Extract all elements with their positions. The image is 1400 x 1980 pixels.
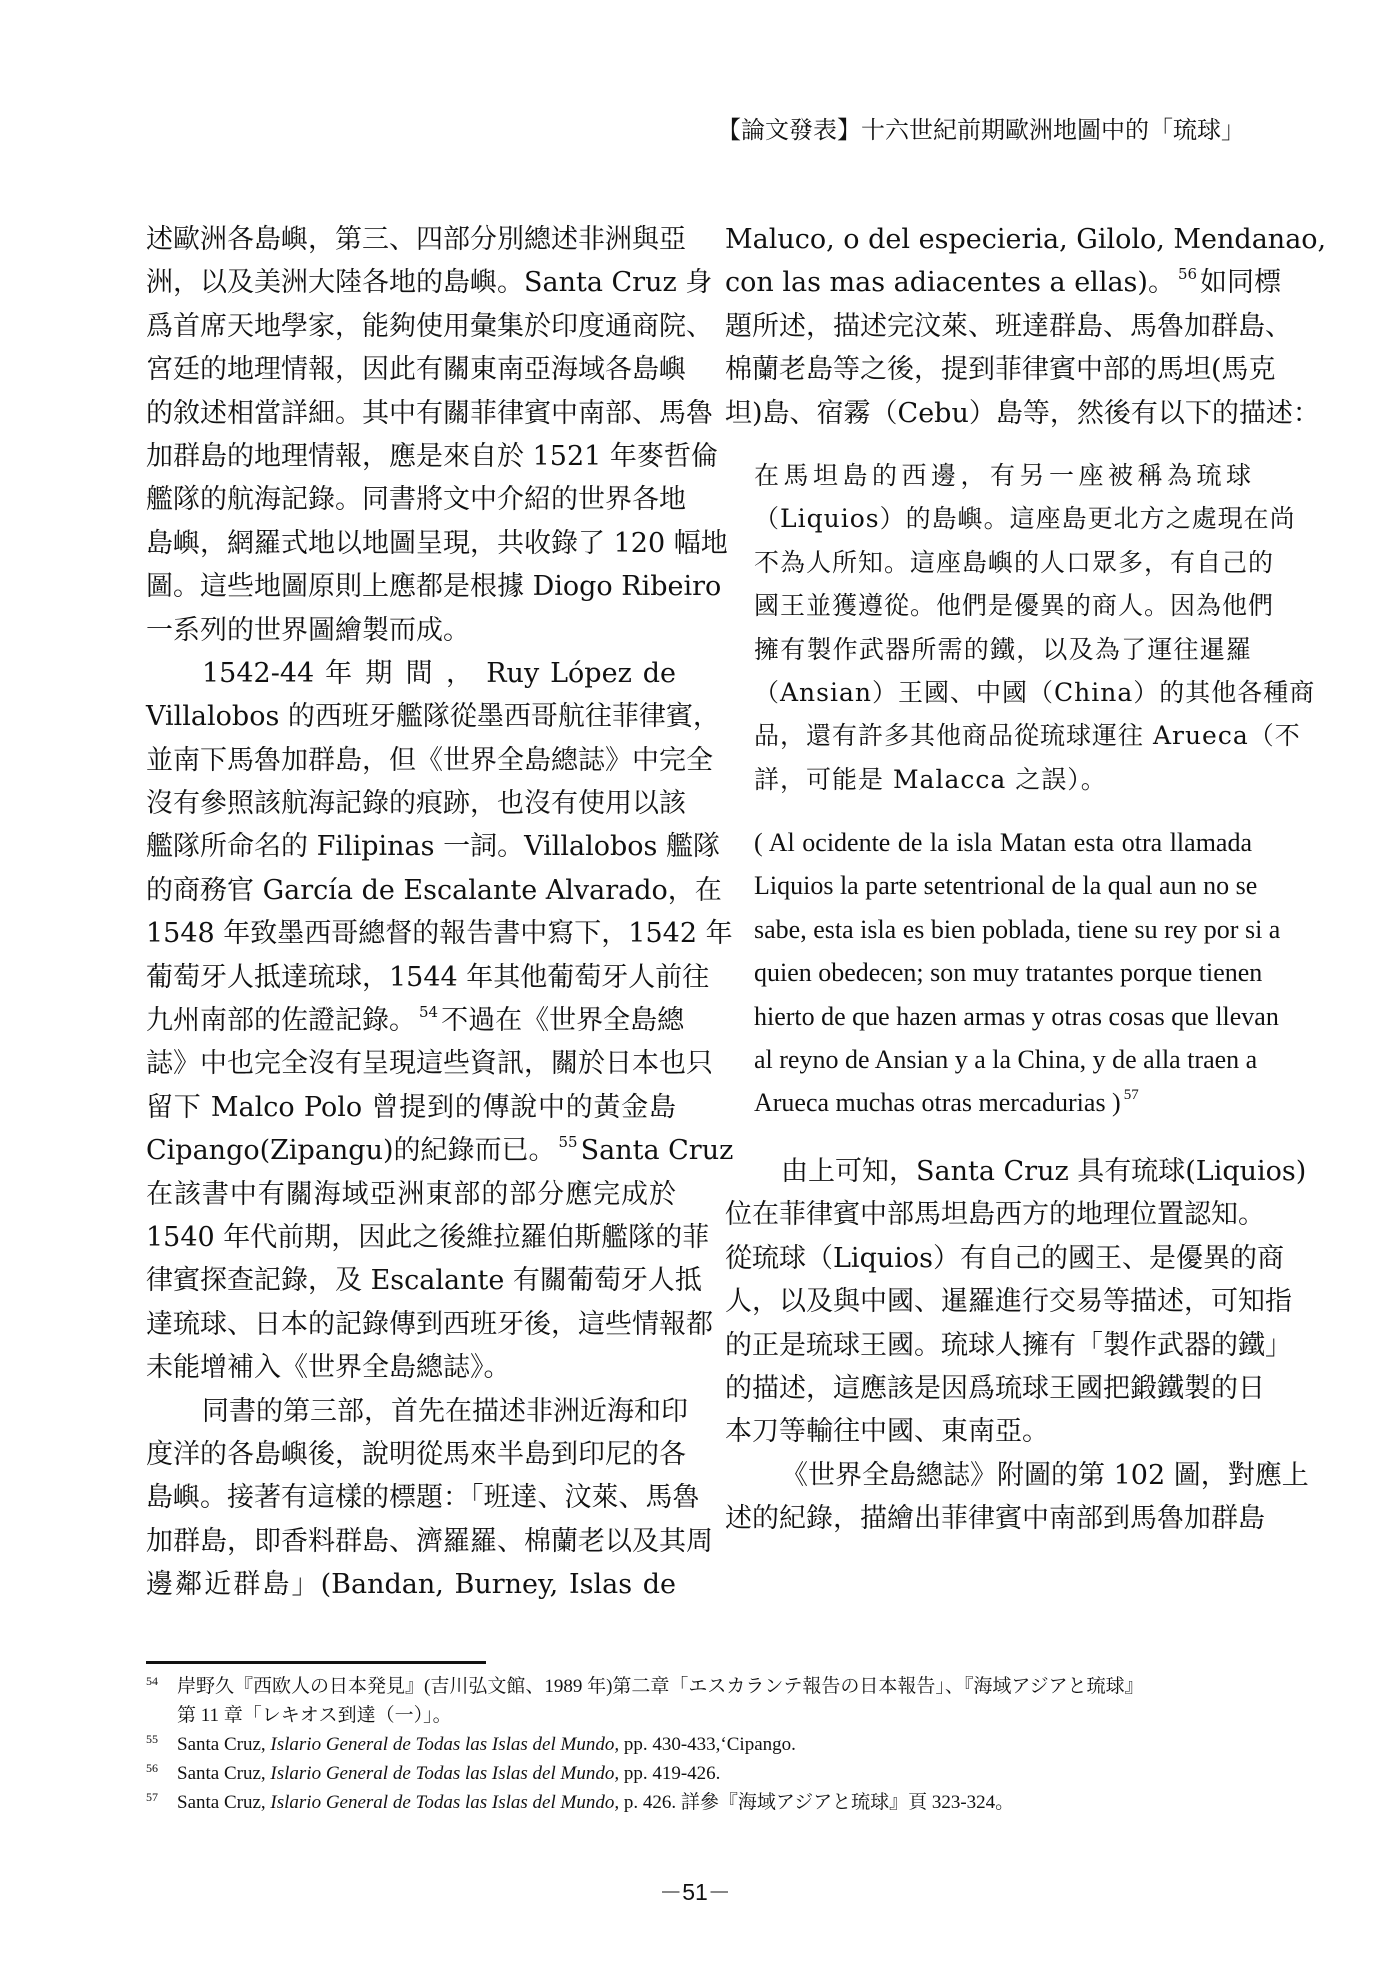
text-line <box>146 652 676 695</box>
footnote-55 <box>146 1730 1256 1759</box>
text-run: 人，以及與中國、暹羅進行交易等描述，可知指 <box>725 1286 1292 1318</box>
text-run: 題所述，描述完汶萊、班達群島、馬魯加群島、 <box>725 310 1292 342</box>
text-run: 不過在《世界全島總 <box>441 1005 685 1037</box>
text-run: 度洋的各島嶼後，說明從馬來半島到印尼的各 <box>146 1438 686 1470</box>
italic-title: Islario General de Todas las Islas del Mundo, <box>270 1734 620 1755</box>
text-line <box>146 348 686 391</box>
text-run: 葡萄牙人抵達琉球，1544 年其他葡萄牙人前往 <box>146 961 710 993</box>
text-run: 位在菲律賓中部馬坦島西方的地理位置認知。 <box>725 1199 1265 1231</box>
text-run: ( Al ocidente de la isla Matan esta otra llamada <box>754 828 1252 857</box>
text-run: 艦隊所命名的 Filipinas 一詞。Villalobos 艦隊 <box>146 831 720 863</box>
text-run: 1542-44 年 期 間 ， Ruy López de <box>202 657 676 689</box>
text-line <box>146 1086 676 1129</box>
text-line <box>146 392 713 435</box>
text-line <box>146 1476 700 1519</box>
text-run: 達琉球、日本的記錄傳到西班牙後，這些情報都 <box>146 1308 713 1340</box>
text-line <box>725 1410 1252 1453</box>
text-run: Arueca muchas otras mercadurias ) <box>754 1088 1121 1118</box>
text-line <box>146 1259 702 1302</box>
right-column-paragraph <box>725 218 1327 435</box>
italic-title: Islario General de Todas las Islas del Mundo, <box>270 1792 620 1813</box>
text-line <box>146 305 713 348</box>
text-line <box>725 1497 1265 1540</box>
text-line <box>725 348 1276 391</box>
text-run: 從琉球（Liquios）有自己的國王、是優異的商 <box>725 1242 1284 1274</box>
text-run: Santa Cruz <box>580 1135 734 1167</box>
text-line <box>725 1280 1292 1323</box>
text-run: 在該書中有關海域亞洲東部的部分應完成於 <box>146 1178 676 1210</box>
text-run: 洲，以及美洲大陸各地的島嶼。Santa Cruz 身 <box>146 267 713 299</box>
text-line <box>754 821 1252 864</box>
footnote-ref[interactable]: 54 <box>419 1003 439 1022</box>
text-line <box>754 758 1252 801</box>
text-run: 詳，可能是 Malacca 之誤）。 <box>754 764 1107 794</box>
text-line <box>754 454 1252 497</box>
text-line <box>146 1433 686 1476</box>
footnotes <box>146 1672 1256 1817</box>
text-run: 加群島的地理情報，應是來自於 1521 年麥哲倫 <box>146 440 718 472</box>
text-run: hierto de que hazen armas y otras cosas que llevan <box>754 1001 1279 1031</box>
text-run: 留下 Malco Polo 曾提到的傳說中的黃金島 <box>146 1091 676 1123</box>
right-column-paragraphs <box>725 1150 1309 1541</box>
text-line <box>146 1390 688 1433</box>
text-line <box>146 1563 676 1606</box>
text-run: Santa Cruz, <box>177 1792 271 1813</box>
text-line <box>725 1367 1265 1410</box>
text-run: 的描述，這應該是因爲琉球王國把鍛鐵製的日 <box>725 1372 1265 1404</box>
text-run: 九州南部的佐證記錄。 <box>146 1005 416 1037</box>
text-run: 艦隊的航海記錄。同書將文中介紹的世界各地 <box>146 484 686 516</box>
footnote-divider <box>146 1661 486 1664</box>
text-run: 本刀等輸往中國、東南亞。 <box>725 1416 1049 1448</box>
text-line <box>146 739 713 782</box>
footnote-ref[interactable]: 55 <box>558 1133 578 1152</box>
text-line <box>725 1237 1284 1280</box>
text-line <box>754 908 1281 951</box>
text-line <box>146 1346 676 1389</box>
text-line <box>146 999 685 1042</box>
text-run: 圖。這些地圖原則上應都是根據 Diogo Ribeiro <box>146 571 722 603</box>
text-line <box>725 218 1327 261</box>
text-line <box>725 1324 1292 1367</box>
text-line <box>146 1520 713 1563</box>
text-run: （Liquios）的島嶼。這座島更北方之處現在尚 <box>754 504 1296 534</box>
footnote-number: 55 <box>146 1732 158 1746</box>
text-line <box>146 609 676 652</box>
text-line <box>146 1129 734 1172</box>
text-run: 邊鄰近群島」(Bandan, Burney, Islas de <box>146 1569 676 1601</box>
text-run: 第 11 章「レキオス到達（一）」。 <box>177 1705 452 1726</box>
text-line <box>146 912 733 955</box>
running-header: 【論文發表】十六世紀前期歐洲地圖中的「琉球」 <box>717 116 1245 144</box>
text-run: quien obedecen; son muy tratantes porque tienen <box>754 958 1263 988</box>
text-run: 棉蘭老島等之後，提到菲律賓中部的馬坦(馬克 <box>725 354 1276 386</box>
footnote-number: 56 <box>146 1761 158 1775</box>
text-line <box>146 261 713 304</box>
text-line <box>754 541 1275 584</box>
text-run: 坦)島、宿霧（Cebu）島等，然後有以下的描述： <box>725 397 1320 429</box>
text-line <box>754 995 1279 1038</box>
text-line <box>146 478 686 521</box>
text-run: 宮廷的地理情報，因此有關東南亞海域各島嶼 <box>146 354 686 386</box>
text-line <box>146 565 722 608</box>
text-run: 的正是琉球王國。琉球人擁有「製作武器的鐵」 <box>725 1329 1292 1361</box>
footnote-56 <box>146 1759 1256 1788</box>
text-run: 1548 年致墨西哥總督的報告書中寫下，1542 年 <box>146 918 733 950</box>
text-run: 1540 年代前期，因此之後維拉羅伯斯艦隊的菲 <box>146 1221 710 1253</box>
text-run: 品，還有許多其他商品從琉球運往 Arueca（不 <box>754 721 1301 751</box>
text-run: 由上可知，Santa Cruz 具有琉球(Liquios) <box>781 1156 1307 1187</box>
text-line <box>146 956 710 999</box>
text-run: Cipango(Zipangu)的紀錄而已。 <box>146 1135 556 1167</box>
text-run: 國王並獲遵從。他們是優異的商人。因為他們 <box>754 591 1275 621</box>
text-run: 島嶼。接著有這樣的標題：「班達、汶萊、馬魯 <box>146 1482 700 1514</box>
text-line <box>754 864 1258 907</box>
text-line <box>725 392 1320 435</box>
text-line <box>725 1454 1309 1497</box>
text-line <box>146 1173 676 1216</box>
text-line <box>754 1081 1252 1124</box>
text-run: 在馬坦島的西邊，有另一座被稱為琉球 <box>754 461 1252 490</box>
text-line <box>725 1150 1307 1193</box>
text-line <box>146 869 722 912</box>
text-line <box>725 305 1292 348</box>
text-line <box>754 584 1275 627</box>
text-run: pp. 419-426. <box>619 1763 721 1784</box>
footnote-number: 57 <box>146 1790 158 1804</box>
footnote-number: 54 <box>146 1674 158 1688</box>
text-line <box>754 497 1296 540</box>
text-line <box>754 1038 1258 1081</box>
text-run: p. 426. 詳參『海域アジアと琉球』頁 323-324。 <box>619 1792 1015 1813</box>
text-run: 爲首席天地學家，能夠使用彙集於印度通商院、 <box>146 310 713 342</box>
text-run: 未能增補入《世界全島總誌》。 <box>146 1352 511 1384</box>
footnote-54 <box>146 1672 1256 1730</box>
text-line <box>754 714 1301 757</box>
text-line <box>146 1042 713 1085</box>
text-run: 加群島，即香料群島、濟羅羅、棉蘭老以及其周 <box>146 1525 713 1557</box>
footnote-ref[interactable]: 56 <box>1177 265 1198 284</box>
text-run: pp. 430-433,‘Cipango. <box>619 1734 796 1755</box>
text-run: 誌》中也完全沒有呈現這些資訊，關於日本也只 <box>146 1048 713 1080</box>
text-run: Santa Cruz, <box>177 1763 271 1784</box>
text-run: Villalobos 的西班牙艦隊從墨西哥航往菲律賓， <box>146 701 720 733</box>
text-run: 《世界全島總誌》附圖的第 102 圖，對應上 <box>781 1459 1309 1491</box>
text-run: 同書的第三部，首先在描述非洲近海和印 <box>202 1395 688 1427</box>
text-line <box>754 671 1316 714</box>
text-run: 述歐洲各島嶼，第三、四部分別總述非洲與亞 <box>146 224 686 255</box>
text-run: 律賓探查記錄，及 Escalante 有關葡萄牙人抵 <box>146 1265 702 1297</box>
text-run: 如同標 <box>1200 267 1282 299</box>
text-run: 一系列的世界圖繪製而成。 <box>146 614 470 646</box>
text-run: （Ansian）王國、中國（China）的其他各種商 <box>754 677 1316 707</box>
text-run: Maluco, o del especieria, Gilolo, Mendanao, <box>725 224 1327 255</box>
text-run: al reyno de Ansian y a la China, y de alla traen a <box>754 1044 1258 1074</box>
text-run: 的商務官 García de Escalante Alvarado，在 <box>146 874 722 906</box>
text-run: 述的紀錄，描繪出菲律賓中南部到馬魯加群島 <box>725 1503 1265 1535</box>
text-line <box>146 218 686 261</box>
footnote-57 <box>146 1788 1256 1817</box>
text-run: con las mas adiacentes a ellas)。 <box>725 267 1175 299</box>
block-quote-spanish <box>754 821 1281 1125</box>
block-quote-chinese <box>754 454 1316 801</box>
text-run: sabe, esta isla es bien poblada, tiene su rey por si a <box>754 914 1281 944</box>
footnote-ref[interactable]: 57 <box>1123 1087 1139 1104</box>
text-line <box>146 1303 713 1346</box>
text-line <box>146 522 728 565</box>
italic-title: Islario General de Todas las Islas del Mundo, <box>270 1763 620 1784</box>
text-line <box>146 1216 710 1259</box>
text-run: Liquios la parte setentrional de la qual aun no se <box>754 871 1258 901</box>
text-line <box>754 951 1263 994</box>
text-run: 擁有製作武器所需的鐵，以及為了運往暹羅 <box>754 634 1252 664</box>
text-run: 沒有參照該航海記錄的痕跡，也沒有使用以該 <box>146 788 686 820</box>
text-line <box>146 825 720 868</box>
text-run: 岸野久『西欧人の日本発見』(吉川弘文館、1989 年)第二章「エスカランテ報告の日本報告」、『海域アジアと琉球』 <box>177 1676 1144 1697</box>
text-run: 的敘述相當詳細。其中有關菲律賓中南部、馬魯 <box>146 397 713 429</box>
text-line <box>754 628 1252 671</box>
text-line <box>146 782 686 825</box>
text-line <box>146 435 718 478</box>
text-run: Santa Cruz, <box>177 1734 271 1755</box>
text-line <box>725 1193 1265 1236</box>
text-line <box>725 261 1282 304</box>
page-number: －51－ <box>659 1879 731 1905</box>
text-line <box>146 695 720 738</box>
left-column <box>146 218 734 1607</box>
text-run: 島嶼，網羅式地以地圖呈現，共收錄了 120 幅地 <box>146 527 728 559</box>
text-run: 不為人所知。這座島嶼的人口眾多，有自己的 <box>754 547 1275 577</box>
text-run: 並南下馬魯加群島，但《世界全島總誌》中完全 <box>146 744 713 776</box>
